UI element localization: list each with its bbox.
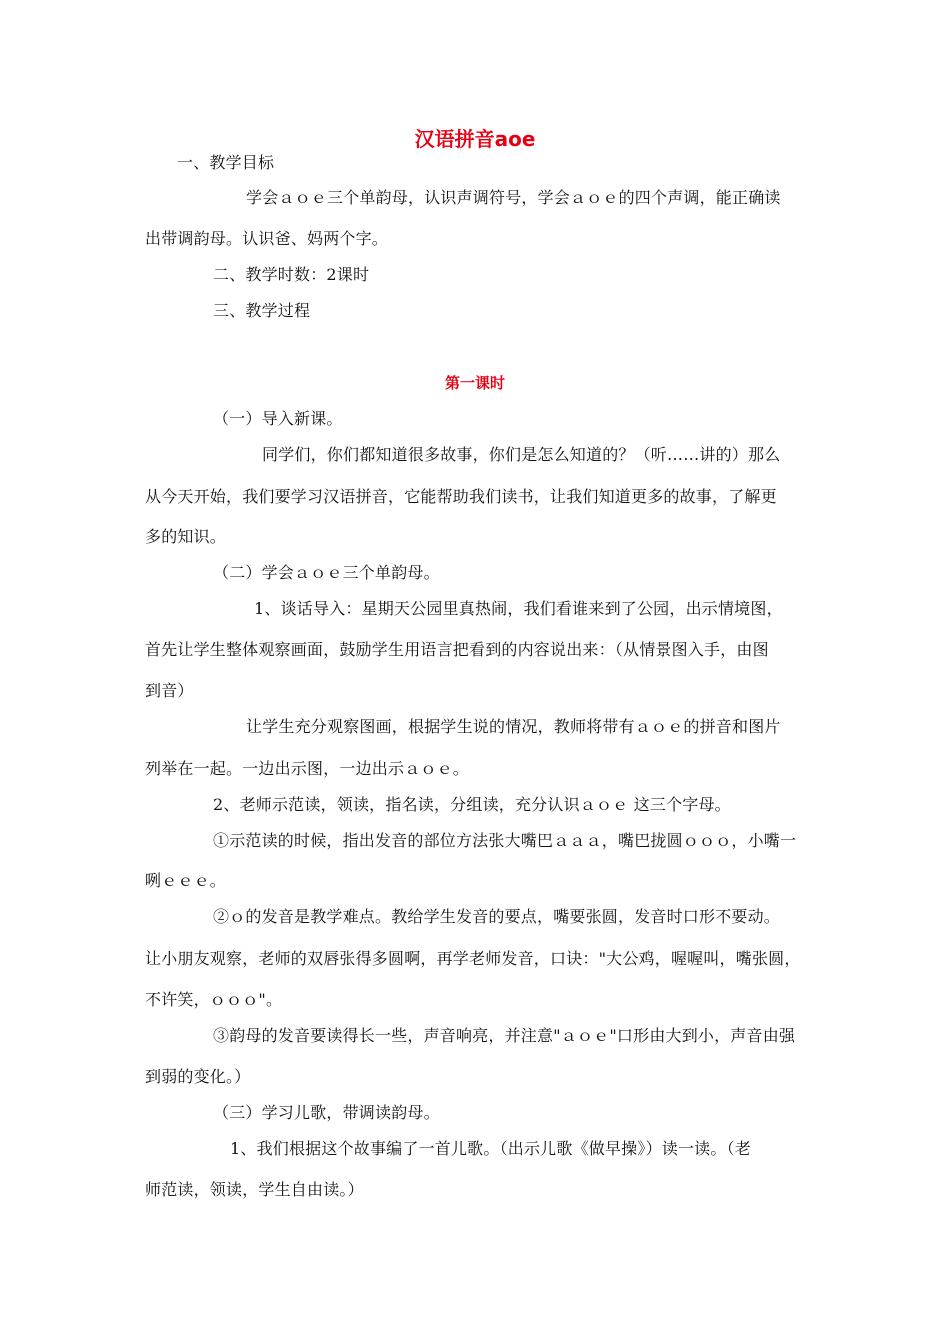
- lesson-heading: 第一课时: [444, 374, 505, 392]
- paragraph-line: ①示范读的时候，指出发音的部位方法张大嘴巴ａａａ，嘴巴拢圆ｏｏｏ，小嘴一: [213, 831, 797, 850]
- part-heading-vowels: （二）学会ａｏｅ三个单韵母。: [213, 563, 440, 582]
- part-heading-rhyme: （三）学习儿歌，带调读韵母。: [213, 1103, 440, 1122]
- paragraph-line: 学会ａｏｅ三个单韵母，认识声调符号，学会ａｏｅ的四个声调，能正确读: [246, 188, 781, 207]
- paragraph-line: 2、老师示范读，领读，指名读，分组读，充分认识ａｏｅ 这三个字母。: [213, 795, 731, 814]
- paragraph-line: 师范读，领读，学生自由读。）: [145, 1180, 364, 1199]
- paragraph-line: 1、我们根据这个故事编了一首儿歌。（出示儿歌《做早操》）读一读。（老: [230, 1139, 751, 1158]
- paragraph-line: ②ｏ的发音是教学难点。教给学生发音的要点，嘴要张圆，发音时口形不要动。: [213, 907, 781, 926]
- paragraph-line: 让小朋友观察，老师的双唇张得多圆啊，再学老师发音，口诀："大公鸡，喔喔叫，嘴张圆，: [145, 949, 801, 968]
- paragraph-line: 多的知识。: [145, 527, 227, 546]
- paragraph-line: 到音）: [145, 681, 194, 700]
- section-heading-goals: 一、教学目标: [177, 153, 275, 172]
- paragraph-line: 让学生充分观察图画，根据学生说的情况，教师将带有ａｏｅ的拼音和图片: [246, 717, 781, 736]
- document-title: 汉语拼音aoe: [414, 127, 536, 151]
- paragraph-line: 到弱的变化。）: [145, 1067, 251, 1086]
- paragraph-line: 同学们，你们都知道很多故事，你们是怎么知道的？（听……讲的）那么: [262, 445, 781, 464]
- paragraph-line: 从今天开始，我们要学习汉语拼音，它能帮助我们读书，让我们知道更多的故事，了解更: [145, 487, 777, 506]
- paragraph-line: 首先让学生整体观察画面，鼓励学生用语言把看到的内容说出来：（从情景图入手，由图: [145, 640, 769, 659]
- paragraph-line: 出带调韵母。认识爸、妈两个字。: [145, 229, 389, 248]
- section-heading-hours: 二、教学时数：2课时: [213, 265, 370, 284]
- part-heading-intro: （一）导入新课。: [213, 409, 343, 428]
- section-heading-process: 三、教学过程: [213, 301, 311, 320]
- paragraph-line: ③韵母的发音要读得长一些，声音响亮，并注意"ａｏｅ"口形由大到小，声音由强: [213, 1026, 796, 1045]
- paragraph-line: 列举在一起。一边出示图，一边出示ａｏｅ。: [145, 759, 470, 778]
- paragraph-line: 咧ｅｅｅ。: [145, 871, 227, 890]
- paragraph-line: 1、谈话导入：星期天公园里真热闹，我们看谁来到了公园，出示情境图，: [254, 599, 783, 618]
- paragraph-line: 不许笑，ｏｏｏ"。: [145, 990, 283, 1009]
